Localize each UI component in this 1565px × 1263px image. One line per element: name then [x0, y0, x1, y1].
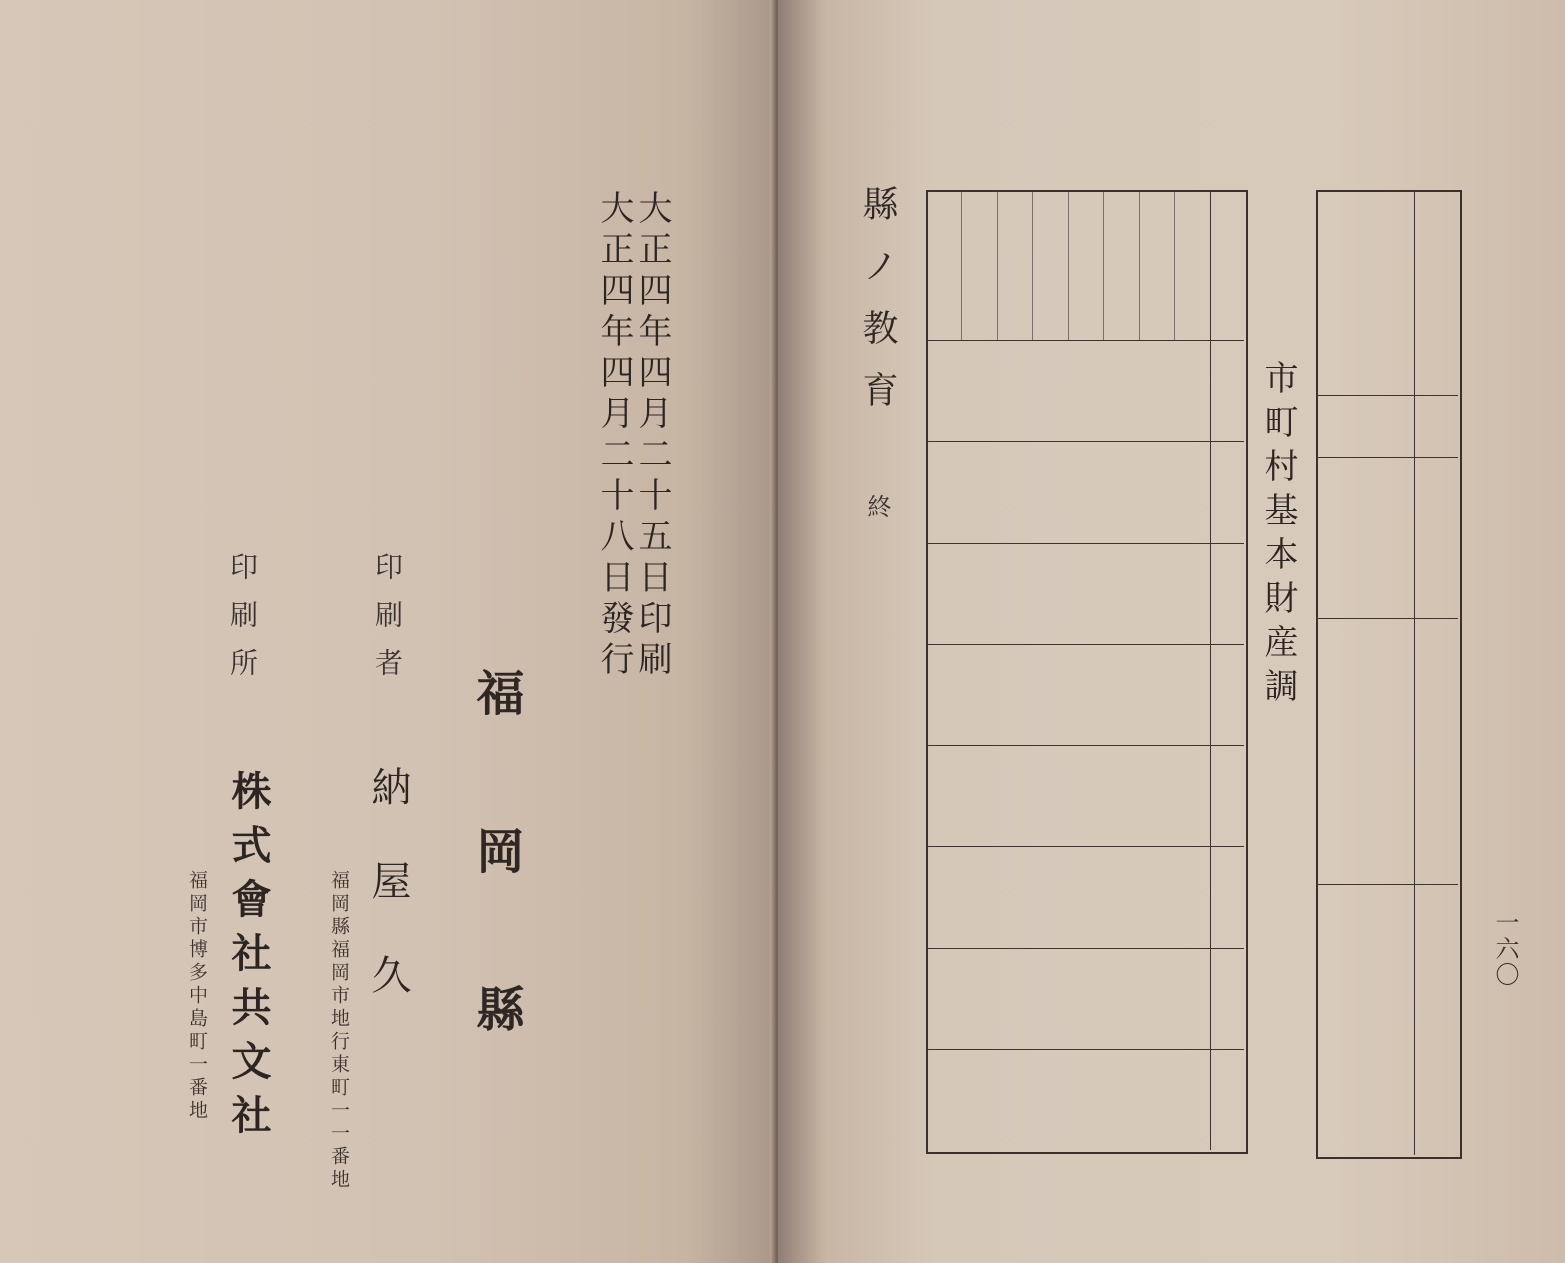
print-date: 大正四年四月二十五日印刷 [632, 190, 672, 682]
section-end-mark: 終 [863, 494, 891, 518]
main-table-border [926, 190, 1248, 1154]
sub-table-year-rule [1316, 395, 1458, 396]
colophon-page [0, 0, 778, 1263]
year-column-rule [1174, 190, 1175, 340]
category-rule [926, 846, 1244, 847]
category-rule [926, 644, 1244, 645]
sub-table-land-rule [1316, 884, 1458, 885]
page-number: 一六〇 [1491, 910, 1519, 988]
issue-date: 大正四年四月二十八日發行 [594, 190, 634, 682]
year-column-rule [997, 190, 998, 340]
printshop-label: 印刷所 [226, 552, 259, 696]
printer-address: 福岡縣福岡市地行東町一一番地 [328, 870, 350, 1192]
year-column-rule [1139, 190, 1140, 340]
year-column-rule [1103, 190, 1104, 340]
sub-table [1316, 190, 1458, 1155]
sub-table-group-rule [1316, 457, 1458, 458]
year-column-rule [1032, 190, 1033, 340]
category-rule [926, 441, 1244, 442]
category-rule [926, 948, 1244, 949]
printshop-name: 株式會社共文社 [225, 770, 272, 1148]
sub-table-border [1316, 190, 1462, 1159]
section-end-text: 縣ノ教育 [857, 185, 898, 433]
printshop-address: 福岡市博多中島町一番地 [186, 870, 208, 1123]
publisher-name: 福岡縣 [468, 668, 524, 1142]
category-rule [926, 745, 1244, 746]
category-rule [926, 1049, 1244, 1050]
printer-name: 納屋久 [365, 766, 411, 1048]
main-table-head-rule [926, 340, 1244, 341]
year-column-rule [1068, 190, 1069, 340]
table-title: 市町村基本財産調 [1258, 360, 1298, 712]
main-table [926, 190, 1244, 1150]
main-table-corner-rule [1210, 190, 1211, 1150]
category-rule [926, 543, 1244, 544]
printer-label: 印刷者 [371, 552, 404, 696]
sub-table-head-rule [1414, 190, 1415, 1155]
table-page [778, 0, 1565, 1263]
year-column-rule [961, 190, 962, 340]
sub-table-amount-rule [1316, 618, 1458, 619]
